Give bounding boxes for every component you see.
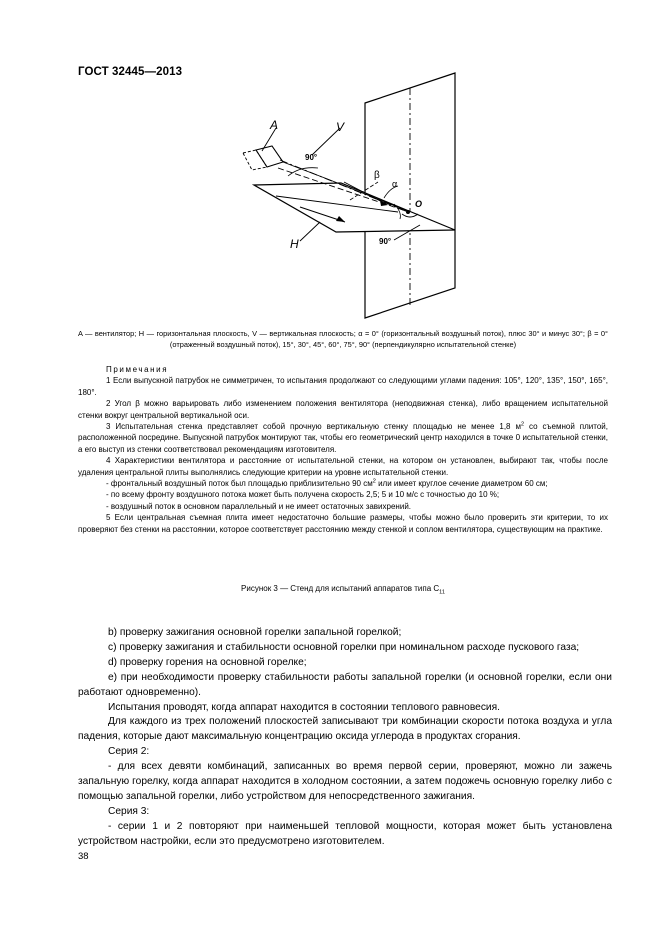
test-stand-figure (0, 0, 661, 330)
note-1: 1 Если выпускной патрубок не симметричен, то испытания продолжают со следующими углами падения: 105°, 120°, 135°, 150°, 165°, 180°. (78, 376, 608, 397)
note-4-criterion-1: - фронтальный воздушный поток был площадью приблизительно 90 $см^2$ или имеет круглое сечение диаметром 60 см; (106, 478, 548, 489)
page-number: 38 (78, 851, 89, 862)
item-e: e) при необходимости проверку стабильности работы запальной горелки (и основной горелки, если они работают одновременно). (78, 671, 612, 698)
paragraph-combinations: Для каждого из трех положений плоскостей записывают три комбинации скорости потока воздуха и угла падения, которые дают максимальную концентрацию оксида углерода в продуктах сгорания. (78, 716, 612, 743)
label-alpha: α (392, 179, 398, 189)
figure-title: Рисунок 3 — Стенд для испытаний аппаратов типа $C_{11}$ (241, 584, 445, 596)
notes-title: Примечания (106, 365, 169, 374)
note-3: 3 Испытательная стенка представляет собой прочную вертикальную стенку площадью не менее 1,8 $м^2$ со съемной плитой, расположенной посредине. Выпускной патрубок монтируют так, чтобы его геометрический центр находился в точке 0 испытательной стенки, а его выступ из стенки соответствовал рекомендациям изготовителя. (78, 421, 608, 454)
paragraph-equilibrium: Испытания проводят, когда аппарат находится в состоянии теплового равновесия. (108, 701, 500, 713)
label-O: O (415, 199, 423, 209)
note-5: 5 Если центральная съемная плита имеет недостаточно большие размеры, чтобы можно было проверить эти критерии, то их проверяют без стенки на расстоянии, которое соответствует расстоянию между стенкой и соплом вентилятора, существующим на практике. (78, 513, 608, 534)
note-4-criterion-2: - по всему фронту воздушного потока может быть получена скорость 2,5; 5 и 10 м/с с точностью до 10 %; (106, 490, 500, 500)
series-3-heading: Серия 3: (108, 805, 150, 817)
note-4: 4 Характеристики вентилятора и расстояние от испытательной стенки, на котором он установлен, выбирают так, чтобы после удаления центральной плиты выполнялись следующие критерии на уровне испытательной стенки. (78, 456, 608, 477)
item-b: b) проверку зажигания основной горелки запальной горелкой; (108, 627, 402, 638)
series-3-text: - серии 1 и 2 повторяют при наименьшей тепловой мощности, которая может быть установлена устройством настройки, если это предусмотрено изготовителем. (78, 820, 612, 847)
series-2-heading: Серия 2: (108, 746, 150, 758)
label-A: A (270, 118, 279, 132)
body-text (78, 626, 612, 850)
series-2-text: - для всех девяти комбинаций, записанных во время первой серии, проверяют, можно ли зажечь запальную горелку, когда аппарат находится в холодном состоянии, а затем подожечь основную горелку либо с помощью запальной горелки, либо устройством для непосредственного зажигания. (78, 761, 612, 802)
note-4-criterion-3: - воздушный поток в основном параллельный и не имеет остаточных завихрений. (106, 501, 412, 511)
notes-block (78, 364, 608, 535)
label-angle-90-bottom: 90° (379, 237, 392, 246)
label-beta: β (374, 170, 380, 181)
label-H: H (290, 237, 299, 251)
item-c: c) проверку зажигания и стабильности основной горелки при номинальном расходе пускового газа; (108, 641, 580, 653)
label-V: V (336, 120, 345, 134)
figure-caption: A — вентилятор; H — горизонтальная плоскость, V — вертикальная плоскость; α = 0° (горизонтальный воздушный поток), плюс 30° и минус 30°; β = 0° (отраженный воздушный поток), 15°, 30°, 45°, 60°, 75°, 90° (перпендикулярно испытательной стенке) (78, 329, 608, 350)
label-angle-90-top: 90° (305, 153, 318, 162)
document-header: ГОСТ 32445—2013 (78, 66, 183, 78)
item-d: d) проверку горения на основной горелке; (108, 656, 307, 668)
note-2: 2 Угол β можно варьировать либо изменением положения вентилятора (неподвижная стенка), либо вращением испытательной стенки вокруг центральной вертикальной оси. (78, 399, 608, 420)
